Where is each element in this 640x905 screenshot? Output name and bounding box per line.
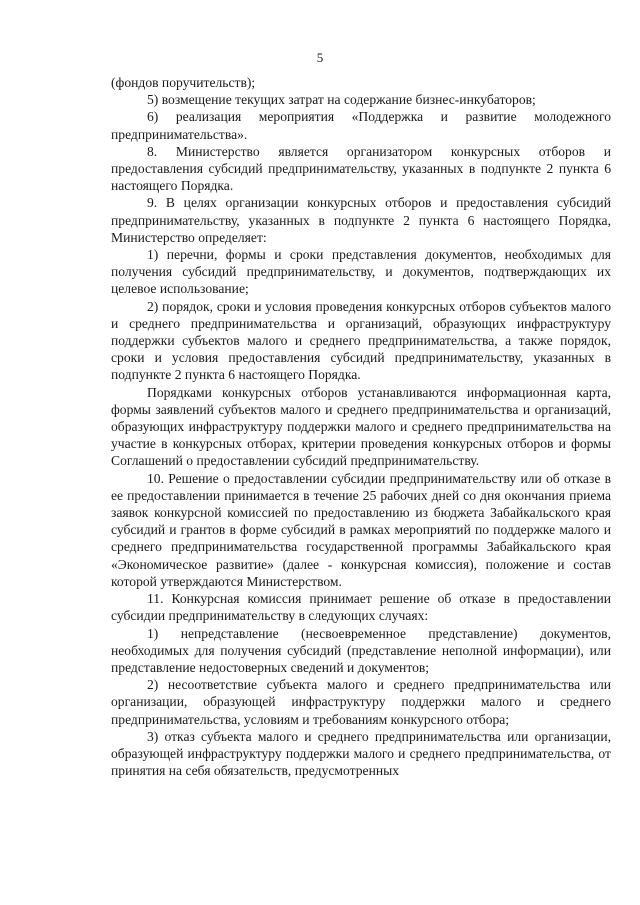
paragraph: 10. Решение о предоставлении субсидии предпринимательству или об отказе в ее предоставлении принимается в течение 25 рабочих дней со дня окончания приема заявок конкурсной комиссией по предоставлению из бюджета Забайкальского края субсидий и грантов в форме субсидий в рамках мероприятий по поддержке малого и среднего предпринимательства государственной программы Забайкальского края «Экономическое развитие» (далее - конкурсная комиссия), положение и состав которой утверждаются Министерством.	[111, 470, 611, 589]
paragraph: 11. Конкурсная комиссия принимает решение об отказе в предоставлении субсидии предпринимательству в следующих случаях:	[111, 591, 611, 624]
paragraph: 9. В целях организации конкурсных отборов и предоставления субсидий предпринимательству, указанных в подпункте 2 пункта 6 настоящего Порядка, Министерство определяет:	[111, 195, 611, 245]
paragraph: (фондов поручительств);	[111, 75, 256, 90]
paragraph: 2) порядок, сроки и условия проведения конкурсных отборов субъектов малого и среднего предпринимательства и организаций, образующих инфраструктуру поддержки субъектов малого и среднего предпринимательства, а также порядок, сроки и условия предоставления субсидий предпринимательству, указанных в подпункте 2 пункта 6 настоящего Порядка.	[111, 298, 611, 383]
paragraph: 1) перечни, формы и сроки представления документов, необходимых для получения субсидий предпринимательству, и документов, подтверждающих их целевое использование;	[111, 247, 611, 297]
paragraph: 1) непредставление (несвоевременное представление) документов, необходимых для получения субсидий (представление неполной информации), или представление недостоверных сведений и документов;	[111, 625, 611, 675]
paragraph: 2) несоответствие субъекта малого и среднего предпринимательства или организации, образующей инфраструктуру поддержки малого и среднего предпринимательства, условиям и требованиям конкурсного отбора;	[111, 677, 611, 727]
paragraph: 3) отказ субъекта малого и среднего предпринимательства или организации, образующей инфраструктуру поддержки малого и среднего предпринимательства, от принятия на себя обязательств, предусмотренных	[111, 728, 611, 779]
page-number: 5	[316, 50, 324, 65]
paragraph: Порядками конкурсных отборов устанавливаются информационная карта, формы заявлений субъектов малого и среднего предпринимательства и организаций, образующих инфраструктуру поддержки малого и среднего предпринимательства на участие в конкурсных отборах, критерии проведения конкурсных отборов и формы Соглашений о предоставлении субсидий предпринимательству.	[111, 384, 611, 469]
paragraph: 5) возмещение текущих затрат на содержание бизнес-инкубаторов;	[147, 92, 536, 108]
paragraph: 6) реализация мероприятия «Поддержка и развитие молодежного предпринимательства».	[111, 109, 611, 142]
document-body	[111, 74, 611, 779]
paragraph: 8. Министерство является организатором конкурсных отборов и предоставления субсидий предпринимательству, указанных в подпункте 2 пункта 6 настоящего Порядка.	[111, 143, 611, 194]
